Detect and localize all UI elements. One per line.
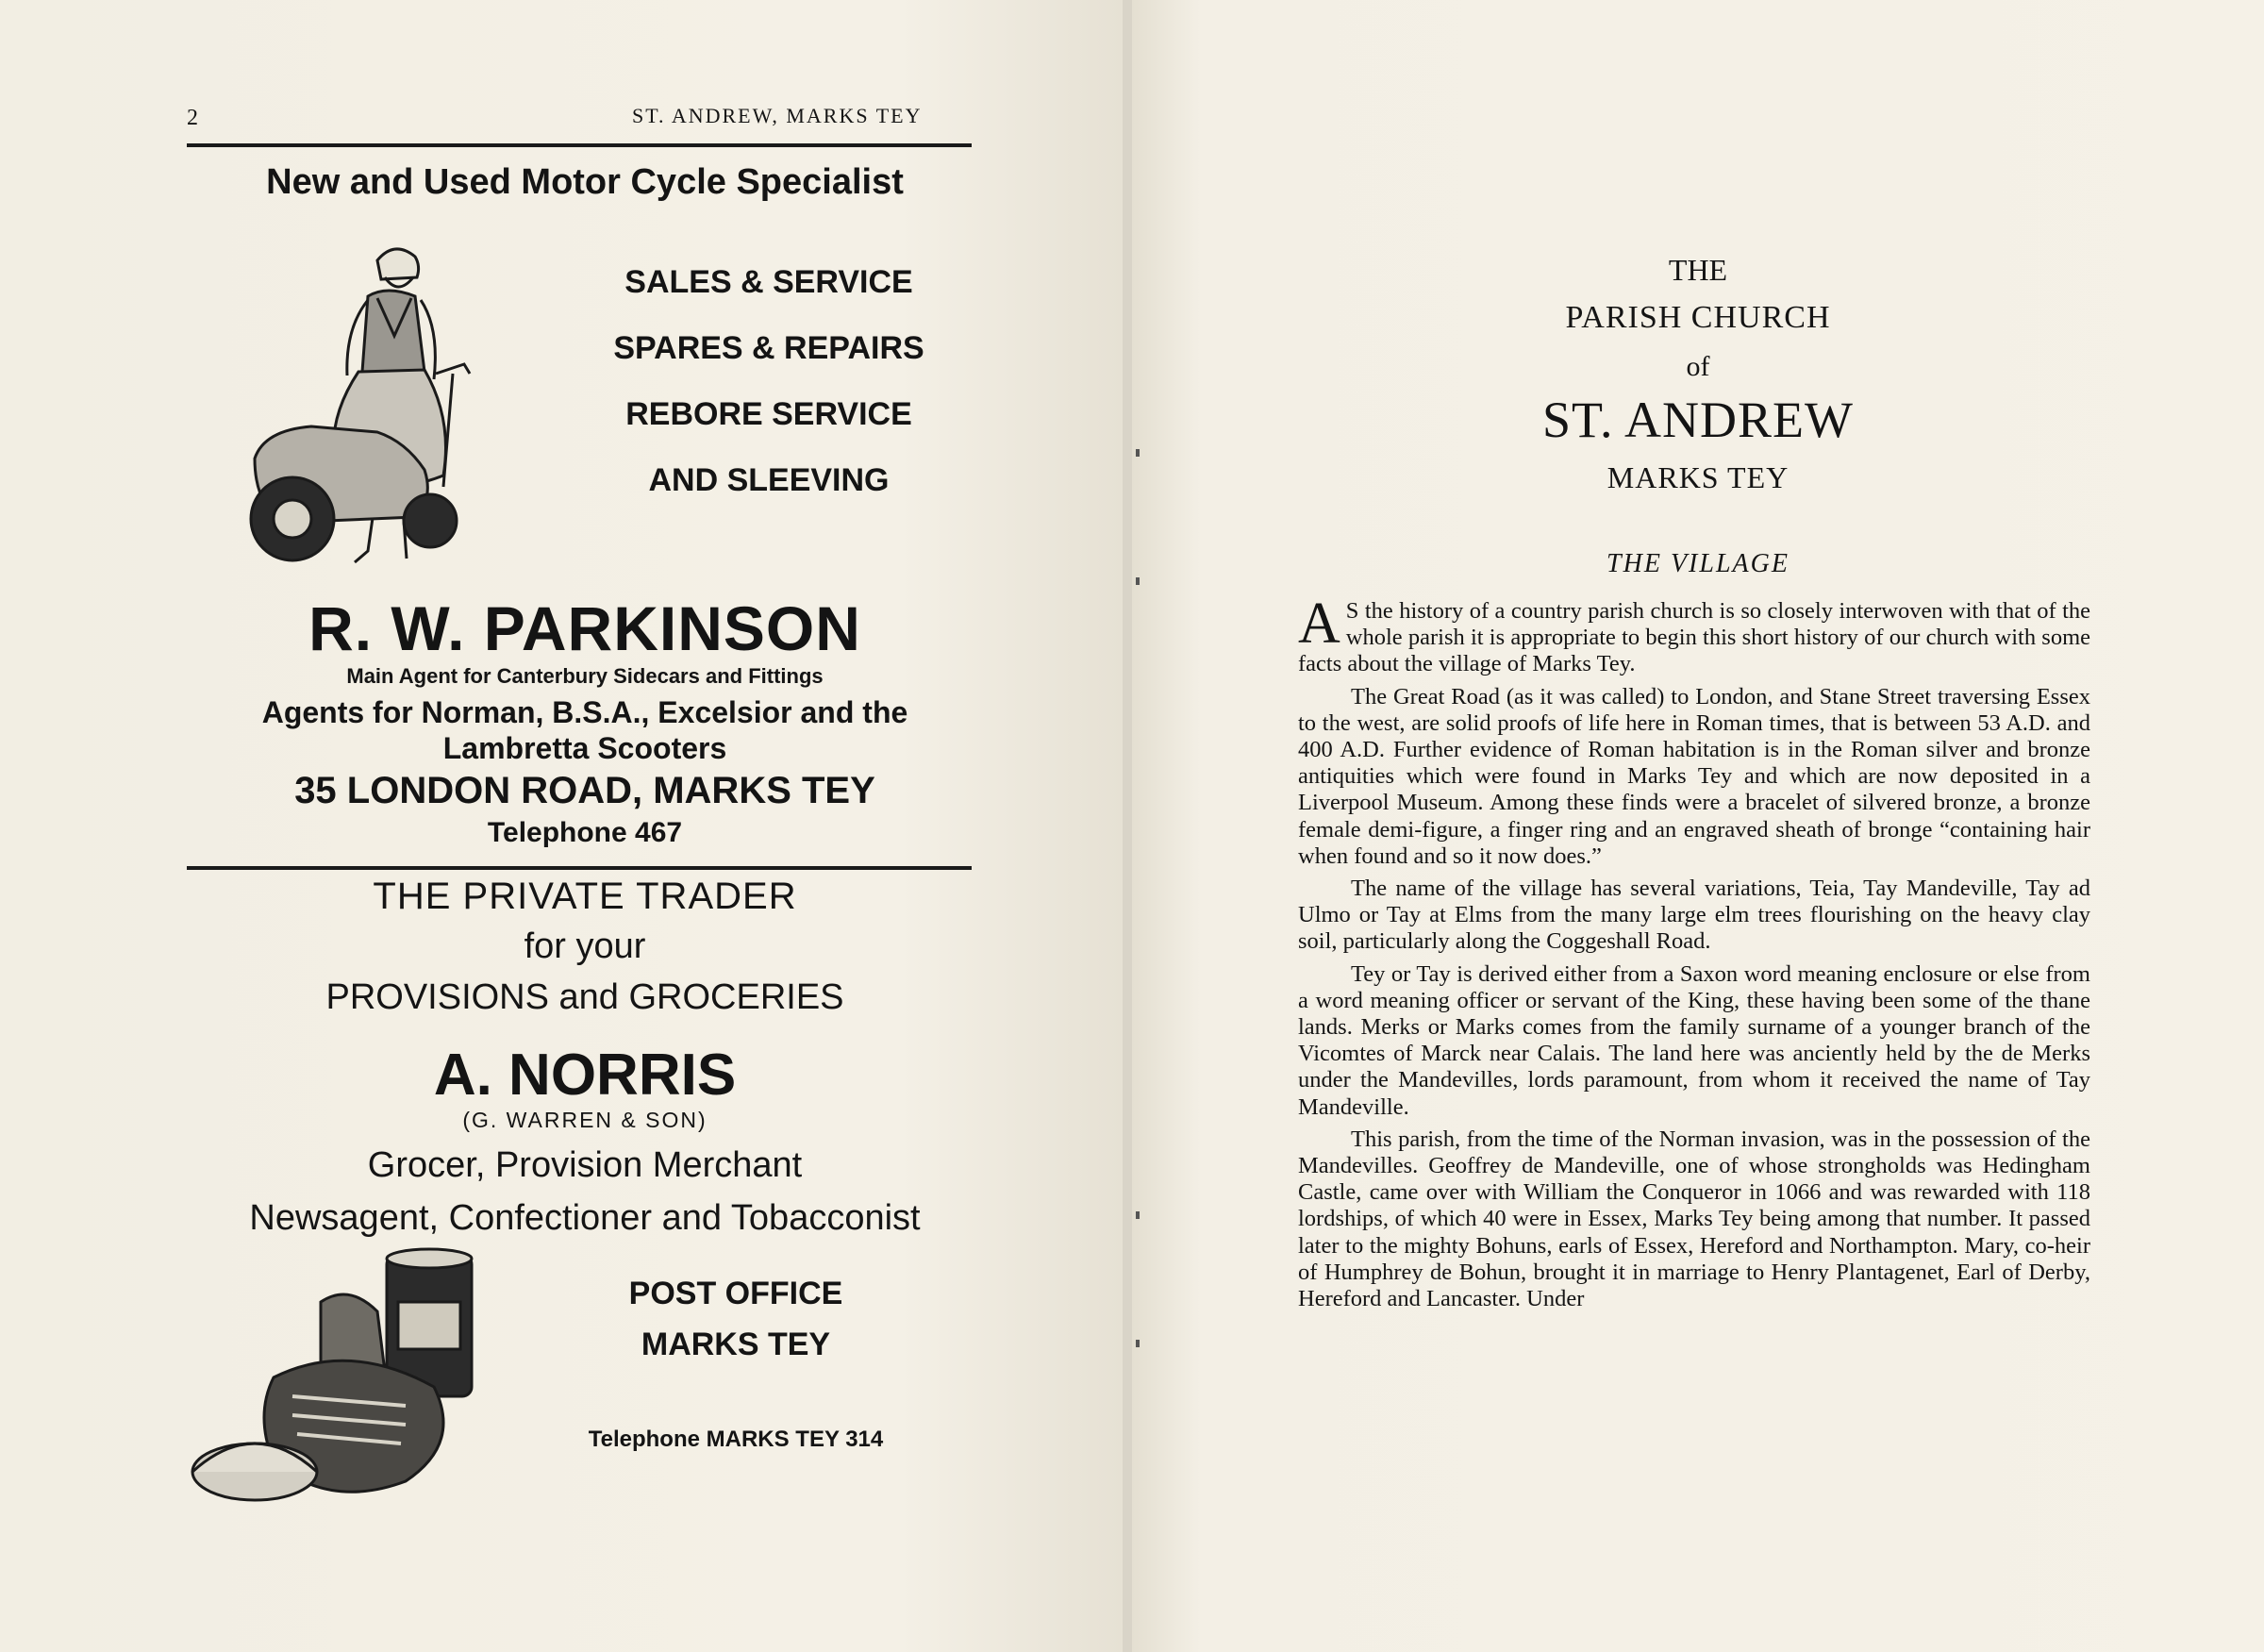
header-rule — [187, 143, 972, 147]
ad-divider-rule — [187, 866, 972, 870]
service-item: REBORE SERVICE — [625, 396, 912, 432]
binding-mark — [1136, 1340, 1140, 1347]
paragraph: The Great Road (as it was called) to London, and Stane Street traversing Essex to the west, are solid proofs of life here in Roman times, that is between 53 A.D. and 400 A.D. Further evidence of Roman habitation is in the Roman silver and bronze antiquities which were found in Marks Tey and which are now deposited in a Liverpool Museum. Among these finds were a bracelet of silvered bronze, a bronze female demi-figure, a finger ring and an engraved sheath of bronge “containing hair when found and so it now does.” — [1298, 683, 2090, 869]
motorcycle-ad-heading: New and Used Motor Cycle Specialist — [266, 162, 904, 202]
scooter-rider-illustration — [236, 223, 491, 581]
church-title-saint: ST. ANDREW — [1542, 392, 1854, 448]
binding-mark — [1136, 449, 1140, 457]
parkinson-agents: Agents for Norman, B.S.A., Excelsior and the Lambretta Scooters — [261, 695, 908, 765]
parkinson-name: R. W. PARKINSON — [308, 593, 861, 663]
norris-telephone: Telephone MARKS TEY 314 — [588, 1427, 884, 1452]
norris-description-1: Grocer, Provision Merchant — [367, 1145, 803, 1185]
church-title-place: MARKS TEY — [1606, 460, 1790, 494]
service-item: SALES & SERVICE — [624, 264, 913, 300]
paragraph: Tey or Tay is derived either from a Saxon word meaning enclosure or else from a word meaning officer or servant of the King, these having been some of the thane lands. Merks or Marks comes from the family surname of a younger branch of the Vicomtes of Marck near Calais. The land here was anciently held by the de Merks under the Mandevilles, lords paramount, from whom it received the name of Tay Mandeville. — [1298, 960, 2090, 1120]
church-title-parish: PARISH CHURCH — [1565, 300, 1831, 335]
paragraph-text: S the history of a country parish church is so closely interwoven with that of the whole parish it is appropriate to begin this short history of our church with some facts about the village of Marks Tey. — [1298, 598, 2090, 677]
church-title-of: of — [1686, 351, 1710, 382]
paragraph — [1298, 592, 2090, 678]
post-office-line: MARKS TEY — [641, 1327, 831, 1362]
binding-mark — [1136, 1211, 1140, 1219]
right-page — [1132, 0, 2264, 1652]
grocer-ad-provisions: PROVISIONS and GROCERIES — [325, 977, 844, 1017]
section-title: THE VILLAGE — [1606, 549, 1790, 578]
parkinson-address: 35 LONDON ROAD, MARKS TEY — [294, 770, 875, 811]
norris-subtitle: (G. WARREN & SON) — [462, 1108, 708, 1132]
post-office-line: POST OFFICE — [628, 1276, 843, 1311]
service-item: AND SLEEVING — [648, 462, 890, 498]
norris-name: A. NORRIS — [433, 1043, 737, 1108]
body-text — [1298, 592, 2090, 1318]
church-title-the: THE — [1668, 253, 1728, 287]
paragraph: This parish, from the time of the Norman invasion, was in the possession of the Mandevilles. Geoffrey de Mandeville, one of whose strongholds was Hedingham Castle, came over with William the Conqueror in 1066 and was rewarded with 118 lordships, of which 40 were in Essex, Marks Tey being among that number. It passed later to the mighty Bohuns, earls of Essex, Hereford and Northampton. Mary, co-heir of Humphrey de Bohun, brought it in marriage to Henry Plantagenet, Earl of Derby, Hereford and Lancaster. Under — [1298, 1126, 2090, 1312]
parkinson-telephone: Telephone 467 — [487, 817, 683, 848]
drop-cap: A — [1298, 592, 1340, 656]
groceries-illustration — [189, 1245, 500, 1510]
grocer-ad-title: THE PRIVATE TRADER — [373, 876, 797, 917]
page-number: 2 — [187, 106, 198, 130]
parkinson-main-agent: Main Agent for Canterbury Sidecars and Fittings — [346, 664, 824, 688]
norris-description-2: Newsagent, Confectioner and Tobacconist — [249, 1198, 921, 1238]
service-item: SPARES & REPAIRS — [613, 330, 924, 366]
running-head: ST. ANDREW, MARKS TEY — [632, 104, 923, 127]
paragraph: The name of the village has several variations, Teia, Tay Mandeville, Tay ad Ulmo or Tay at Elms from the many large elm trees flourishing on the heavy clay soil, particularly along the Coggeshall Road. — [1298, 876, 2090, 955]
grocer-ad-for: for your — [524, 926, 646, 966]
left-page — [0, 0, 1123, 1652]
